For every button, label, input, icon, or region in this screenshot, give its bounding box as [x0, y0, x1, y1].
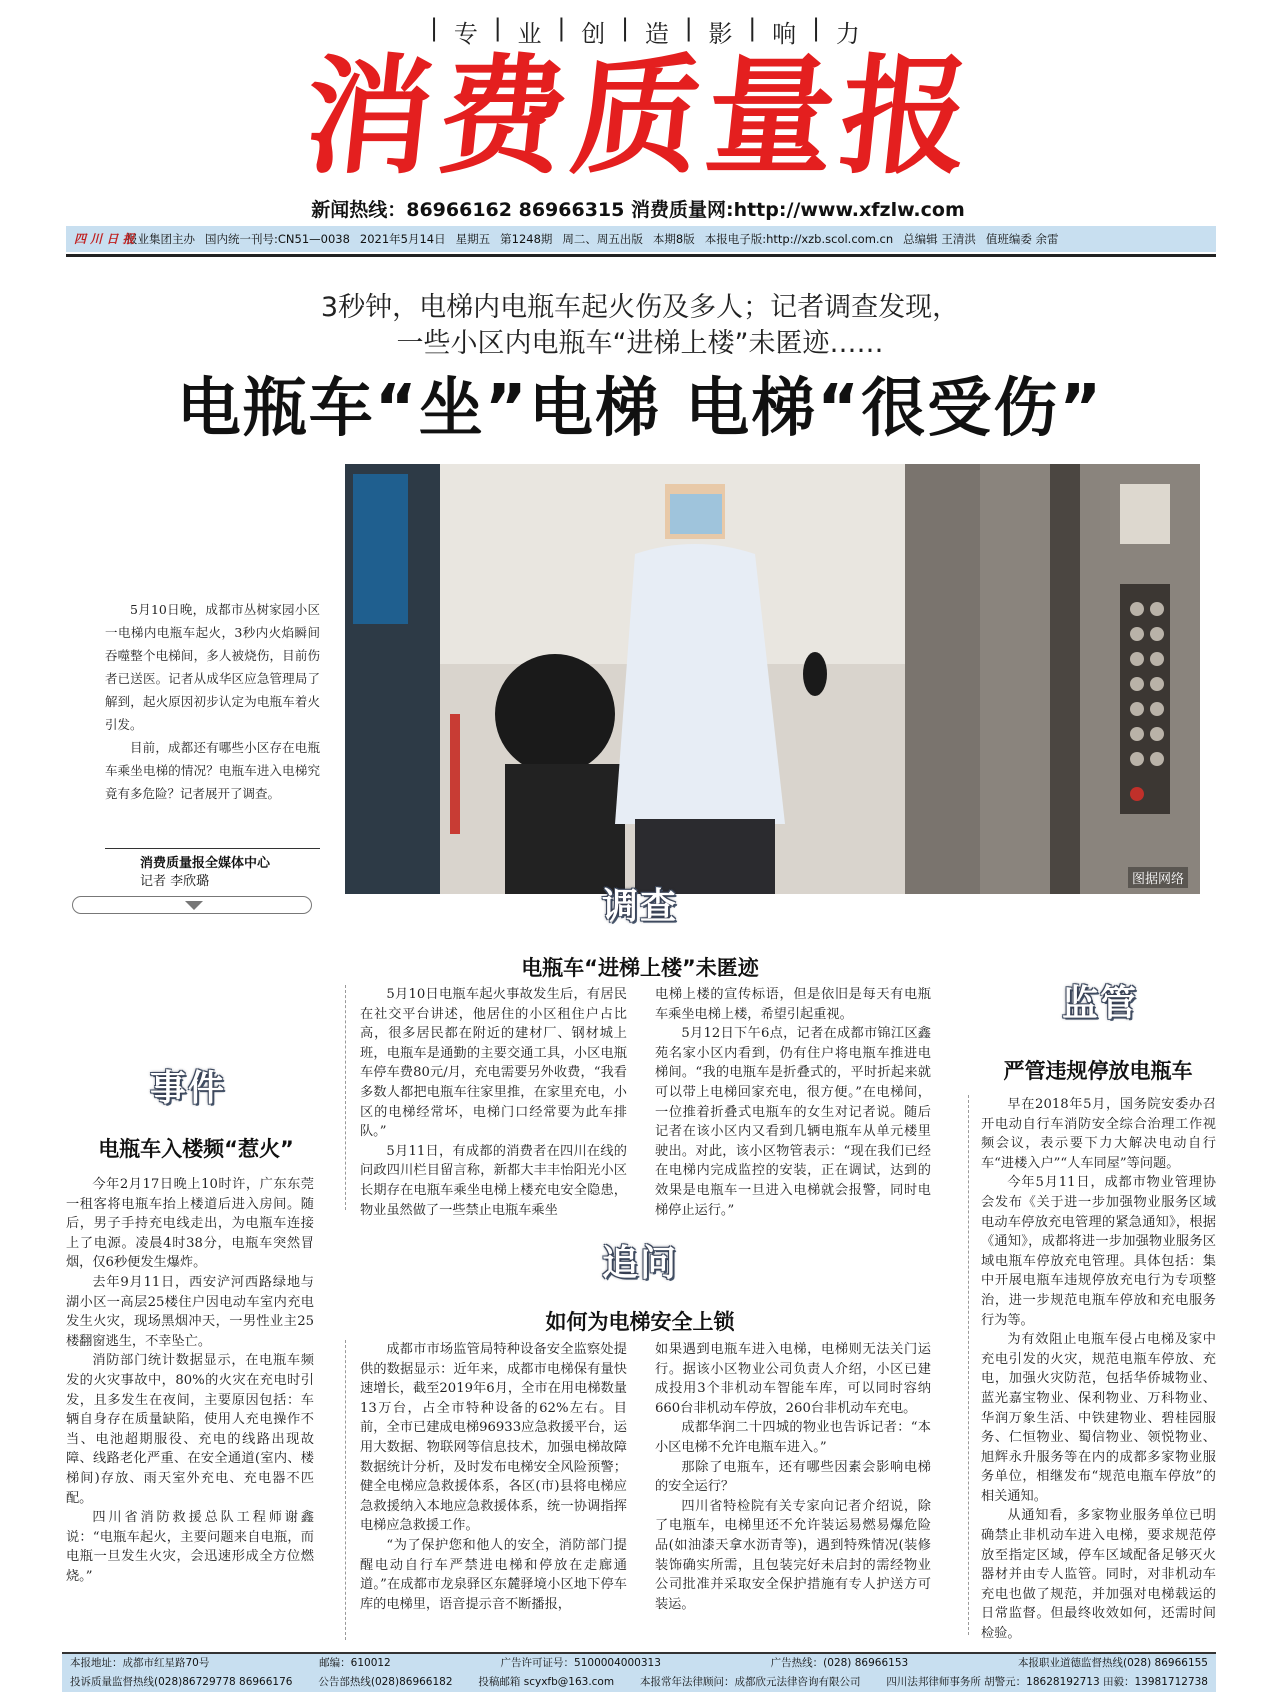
photo-credit: 图据网络 [1128, 867, 1188, 888]
slogan-bar: | [430, 14, 449, 42]
footer-item: 投诉质量监督热线(028)86729778 86966176 [70, 1676, 293, 1688]
article-column [655, 985, 931, 1218]
main-headline: 电瓶车“坐”电梯 电梯“很受伤” [176, 372, 1104, 446]
article-paragraph: 四川省消防救援总队工程师谢鑫说：“电瓶车起火，主要问题来自电瓶，而电瓶一旦发生火灾，会迅速形成全方位燃烧。” [66, 1510, 314, 1584]
footer-row [70, 1654, 1208, 1673]
article-paragraph: 那除了电瓶车，还有哪些因素会影响电梯的安全运行？ [655, 1459, 931, 1495]
footer-item: 本报职业道德监督热线(028) 86966155 [1017, 1657, 1208, 1669]
footer-item: 广告许可证号：5100004000313 [500, 1657, 661, 1669]
byline-author: 记者 李欣璐 [140, 874, 210, 889]
article-paragraph: 如果遇到电瓶车进入电梯，电梯则无法关门运行。据该小区物业公司负责人介绍，小区已建成投用3个非机动车智能车库，可以同时容纳660台非机动车停放，260台非机动车充电。 [655, 1342, 931, 1416]
article-paragraph: 从通知看，多家物业服务单位已明确禁止非机动车进入电梯，要求规范停放至指定区域，停车区域配备足够灭火器材并由专人监管。同时，对非机动车充电也做了规范，并加强对电梯载运的日常监督。但最终收效如何，还需时间检验。 [981, 1508, 1216, 1642]
article-column [655, 1340, 931, 1640]
info-bar [66, 226, 1216, 252]
article-column [345, 1340, 627, 1640]
info-item: 第1248期 [500, 232, 553, 246]
article-column [345, 985, 627, 1218]
slogan-bar: | [748, 14, 767, 42]
footer-item: 本报地址：成都市红星路70号 [70, 1657, 210, 1669]
footer-item: 广告热线：(028) 86966153 [770, 1657, 909, 1669]
article-column [968, 1095, 1216, 1642]
newspaper-title: 消费质量报 [297, 43, 983, 192]
footer-item: 投稿邮箱 scyxfb@163.com [478, 1676, 615, 1688]
slogan-char: 专 [453, 20, 488, 48]
info-item: 报业集团主办 [126, 232, 195, 246]
info-item: 周二、周五出版 [562, 232, 643, 246]
divider [105, 848, 320, 849]
slogan [430, 14, 870, 46]
article-paragraph: 成都市市场监管局特种设备安全监察处提供的数据显示：近年来，成都市电梯保有量快速增长，截至2019年6月，全市在用电梯数量13万台，占全市特种设备的62%左右。目前，全市已建成电梯96933应急救援平台，运用大数据、物联网等信息技术，加强电梯故障数据统计分析，及时发布电梯安全风险预警；健全电梯应急救援体系，各区(市)县将电梯应急救援纳入本地应急救援体系，统一协调指挥电梯应急救援工作。 [360, 1342, 627, 1534]
article-paragraph: 消防部门统计数据显示，在电瓶车频发的火灾事故中，80%的火灾在充电时引发，且多发生在夜间，主要原因包括：车辆自身存在质量缺陷，使用人充电操作不当、电池超期服役、充电的线路出现故障、线路老化严重、在安全通道(室内、楼梯间)存放、雨天室外充电、充电器不匹配。 [66, 1353, 314, 1506]
info-item: 本期8版 [652, 232, 695, 246]
section-title-diaocha: 电瓶车“进梯上楼”未匿迹 [521, 956, 759, 980]
slogan-char: 响 [772, 20, 807, 48]
article-paragraph: 今年5月11日，成都市物业管理协会发布《关于进一步加强物业服务区域电动车停放充电管理的紧急通知》，根据《通知》，成都将进一步加强物业服务区域电瓶车停放充电管理。具体包括：集中开展电瓶车违规停放充电行为专项整治，进一步规范电瓶车停放和充电服务行为等。 [981, 1175, 1216, 1328]
continue-arrow [72, 896, 312, 914]
section-badge-zhuiwen: 追问 [601, 1243, 678, 1284]
slogan-bar: | [811, 14, 831, 42]
info-item: 总编辑 王清洪 [903, 232, 976, 246]
footer-item: 四川法邦律师事务所 胡警元：18628192713 田毅：13981712738 [886, 1676, 1208, 1688]
footer-row [70, 1673, 1208, 1692]
article-paragraph: 5月10日电瓶车起火事故发生后，有居民在社交平台讲述，他居住的小区租住户占比高，很多居民都在附近的建材厂、钢材城上班，电瓶车是通勤的主要交通工具，小区电瓶车停车费80元/月，充电需要另外收费，“我看多数人都把电瓶车往家里推，在家里充电，小区的电梯经常坏，电梯门口经常要为此车排队。” [360, 987, 627, 1140]
slogan-char: 造 [644, 20, 679, 48]
slogan-bar: | [620, 14, 640, 42]
slogan-bar: | [493, 14, 512, 42]
article-paragraph: 5月11日，有成都的消费者在四川在线的问政四川栏目留言称，新都大丰丰怡阳光小区长期存在电瓶车乘坐电梯上楼充电安全隐患，物业虽然做了一些禁止电瓶车乘坐 [360, 1143, 627, 1218]
article-paragraph: 成都华润二十四城的物业也告诉记者：“本小区电梯不允许电瓶车进入。” [655, 1420, 931, 1455]
divider [66, 254, 1216, 257]
article-column [66, 1175, 314, 1635]
article-paragraph: 早在2018年5月，国务院安委办召开电动自行车消防安全综合治理工作视频会议，表示要下力大解决电动自行车“进楼入户”“人车同屋”等问题。 [981, 1097, 1216, 1171]
slogan-char: 影 [708, 20, 743, 48]
footer-item: 公告部热线(028)86966182 [318, 1676, 453, 1688]
slogan-char: 力 [835, 20, 870, 48]
paper-name: 四 川 日 报 [74, 232, 135, 246]
lead-paragraphs [105, 598, 320, 805]
article-paragraph: 今年2月17日晚上10时许，广东东莞一租客将电瓶车抬上楼道后进入房间。随后，男子手持充电线走出，为电瓶车连接上了电源。凌晨4时38分，电瓶车突然冒烟，仅6秒便发生爆炸。 [66, 1177, 314, 1271]
chevron-down-icon [185, 901, 203, 910]
section-badge-shijian: 事件 [149, 1068, 226, 1109]
news-photo [345, 464, 1200, 894]
hotline: 新闻热线：86966162 86966315 消费质量网:http://www.xfzlw.com [311, 199, 965, 221]
info-item: 2021年5月14日 [359, 232, 446, 246]
section-title-jianguan: 严管违规停放电瓶车 [1003, 1059, 1193, 1083]
section-badge-diaocha: 调查 [601, 886, 678, 927]
article-paragraph: 四川省特检院有关专家向记者介绍说，除了电瓶车，电梯里还不允许装运易燃易爆危险品(如油漆天拿水沥青等)，遇到特殊情况(装修装饰确实所需，且包装完好未启封的需经物业公司批准并采取安全保护措施有专人护送方可装运。 [655, 1498, 931, 1612]
slogan-bar: | [557, 14, 576, 42]
section-badge-jianguan: 监管 [1061, 983, 1138, 1024]
slogan-char: 创 [581, 20, 616, 48]
info-item: 星期五 [455, 232, 491, 246]
article-paragraph: “为了保护您和他人的安全，消防部门提醒电动自行车严禁进电梯和停放在走廊通道。”在成都市龙泉驿区东麓驿境小区地下停车库的电梯里，语音提示音不断播报， [360, 1537, 627, 1612]
lead-paragraph: 目前，成都还有哪些小区存在电瓶车乘坐电梯的情况？电瓶车进入电梯究竟有多危险？记者展开了调查。 [105, 740, 320, 801]
article-paragraph: 5月12日下午6点，记者在成都市锦江区鑫苑名家小区内看到，仍有住户将电瓶车推进电梯间。“我的电瓶车是折叠式的，平时折起来就可以带上电梯回家充电，很方便。”在电梯间，一位推着折叠式电瓶车的女生对记者说。随后记者在该小区内又看到几辆电瓶车从单元楼里驶出。对此，该小区物管表示：“现在我们已经在电梯内完成监控的安装，正在调试，达到的效果是电瓶车一旦进入电梯就会报警，同时电梯停止运行。” [655, 1026, 931, 1218]
lead-paragraph: 5月10日晚，成都市丛树家园小区一电梯内电瓶车起火，3秒内火焰瞬间吞噬整个电梯间，多人被烧伤，目前伤者已送医。记者从成华区应急管理局了解到，起火原因初步认定为电瓶车着火引发。 [105, 602, 320, 732]
elevator-scene-illustration [345, 464, 1200, 894]
info-item: 值班编委 余雷 [985, 232, 1059, 246]
article-paragraph: 为有效阻止电瓶车侵占电梯及家中充电引发的火灾，规范电瓶车停放、充电，加强火灾防范，包括华侨城物业、蓝光嘉宝物业、保利物业、万科物业、华润万象生活、中铁建物业、碧桂园服务、仁恒物业、蜀信物业、领悦物业、旭辉永升服务等在内的成都多家物业服务单位，相继发布“规范电瓶车停放”的相关通知。 [981, 1332, 1216, 1504]
footer-item: 邮编：610012 [319, 1657, 391, 1669]
subhead-line-2: 一些小区内电瓶车“进梯上楼”未匿迹…… [396, 328, 884, 359]
info-item: 本报电子版:http://xzb.scol.com.cn [704, 232, 894, 246]
article-paragraph: 电梯上楼的宣传标语，但是依旧是每天有电瓶车乘坐电梯上楼，希望引起重视。 [655, 987, 931, 1022]
article-paragraph: 去年9月11日，西安浐河西路绿地与湖小区一高层25楼住户因电动车室内充电发生火灾，现场黑烟冲天，一男性业主25楼翻窗逃生，不幸坠亡。 [66, 1274, 314, 1349]
slogan-char: 业 [517, 20, 552, 48]
byline [140, 855, 270, 891]
byline-org: 消费质量报全媒体中心 [140, 856, 271, 871]
section-title-zhuiwen: 如何为电梯安全上锁 [545, 1310, 735, 1334]
slogan-bar: | [684, 14, 703, 42]
footer [62, 1652, 1216, 1692]
footer-item: 本报常年法律顾问：成都欣元法律咨询有限公司 [639, 1676, 861, 1688]
section-title-shijian: 电瓶车入楼频“惹火” [98, 1137, 294, 1161]
subhead-line-1: 3秒钟，电梯内电瓶车起火伤及多人；记者调查发现， [320, 292, 960, 323]
info-item: 国内统一刊号:CN51—0038 [205, 232, 350, 246]
